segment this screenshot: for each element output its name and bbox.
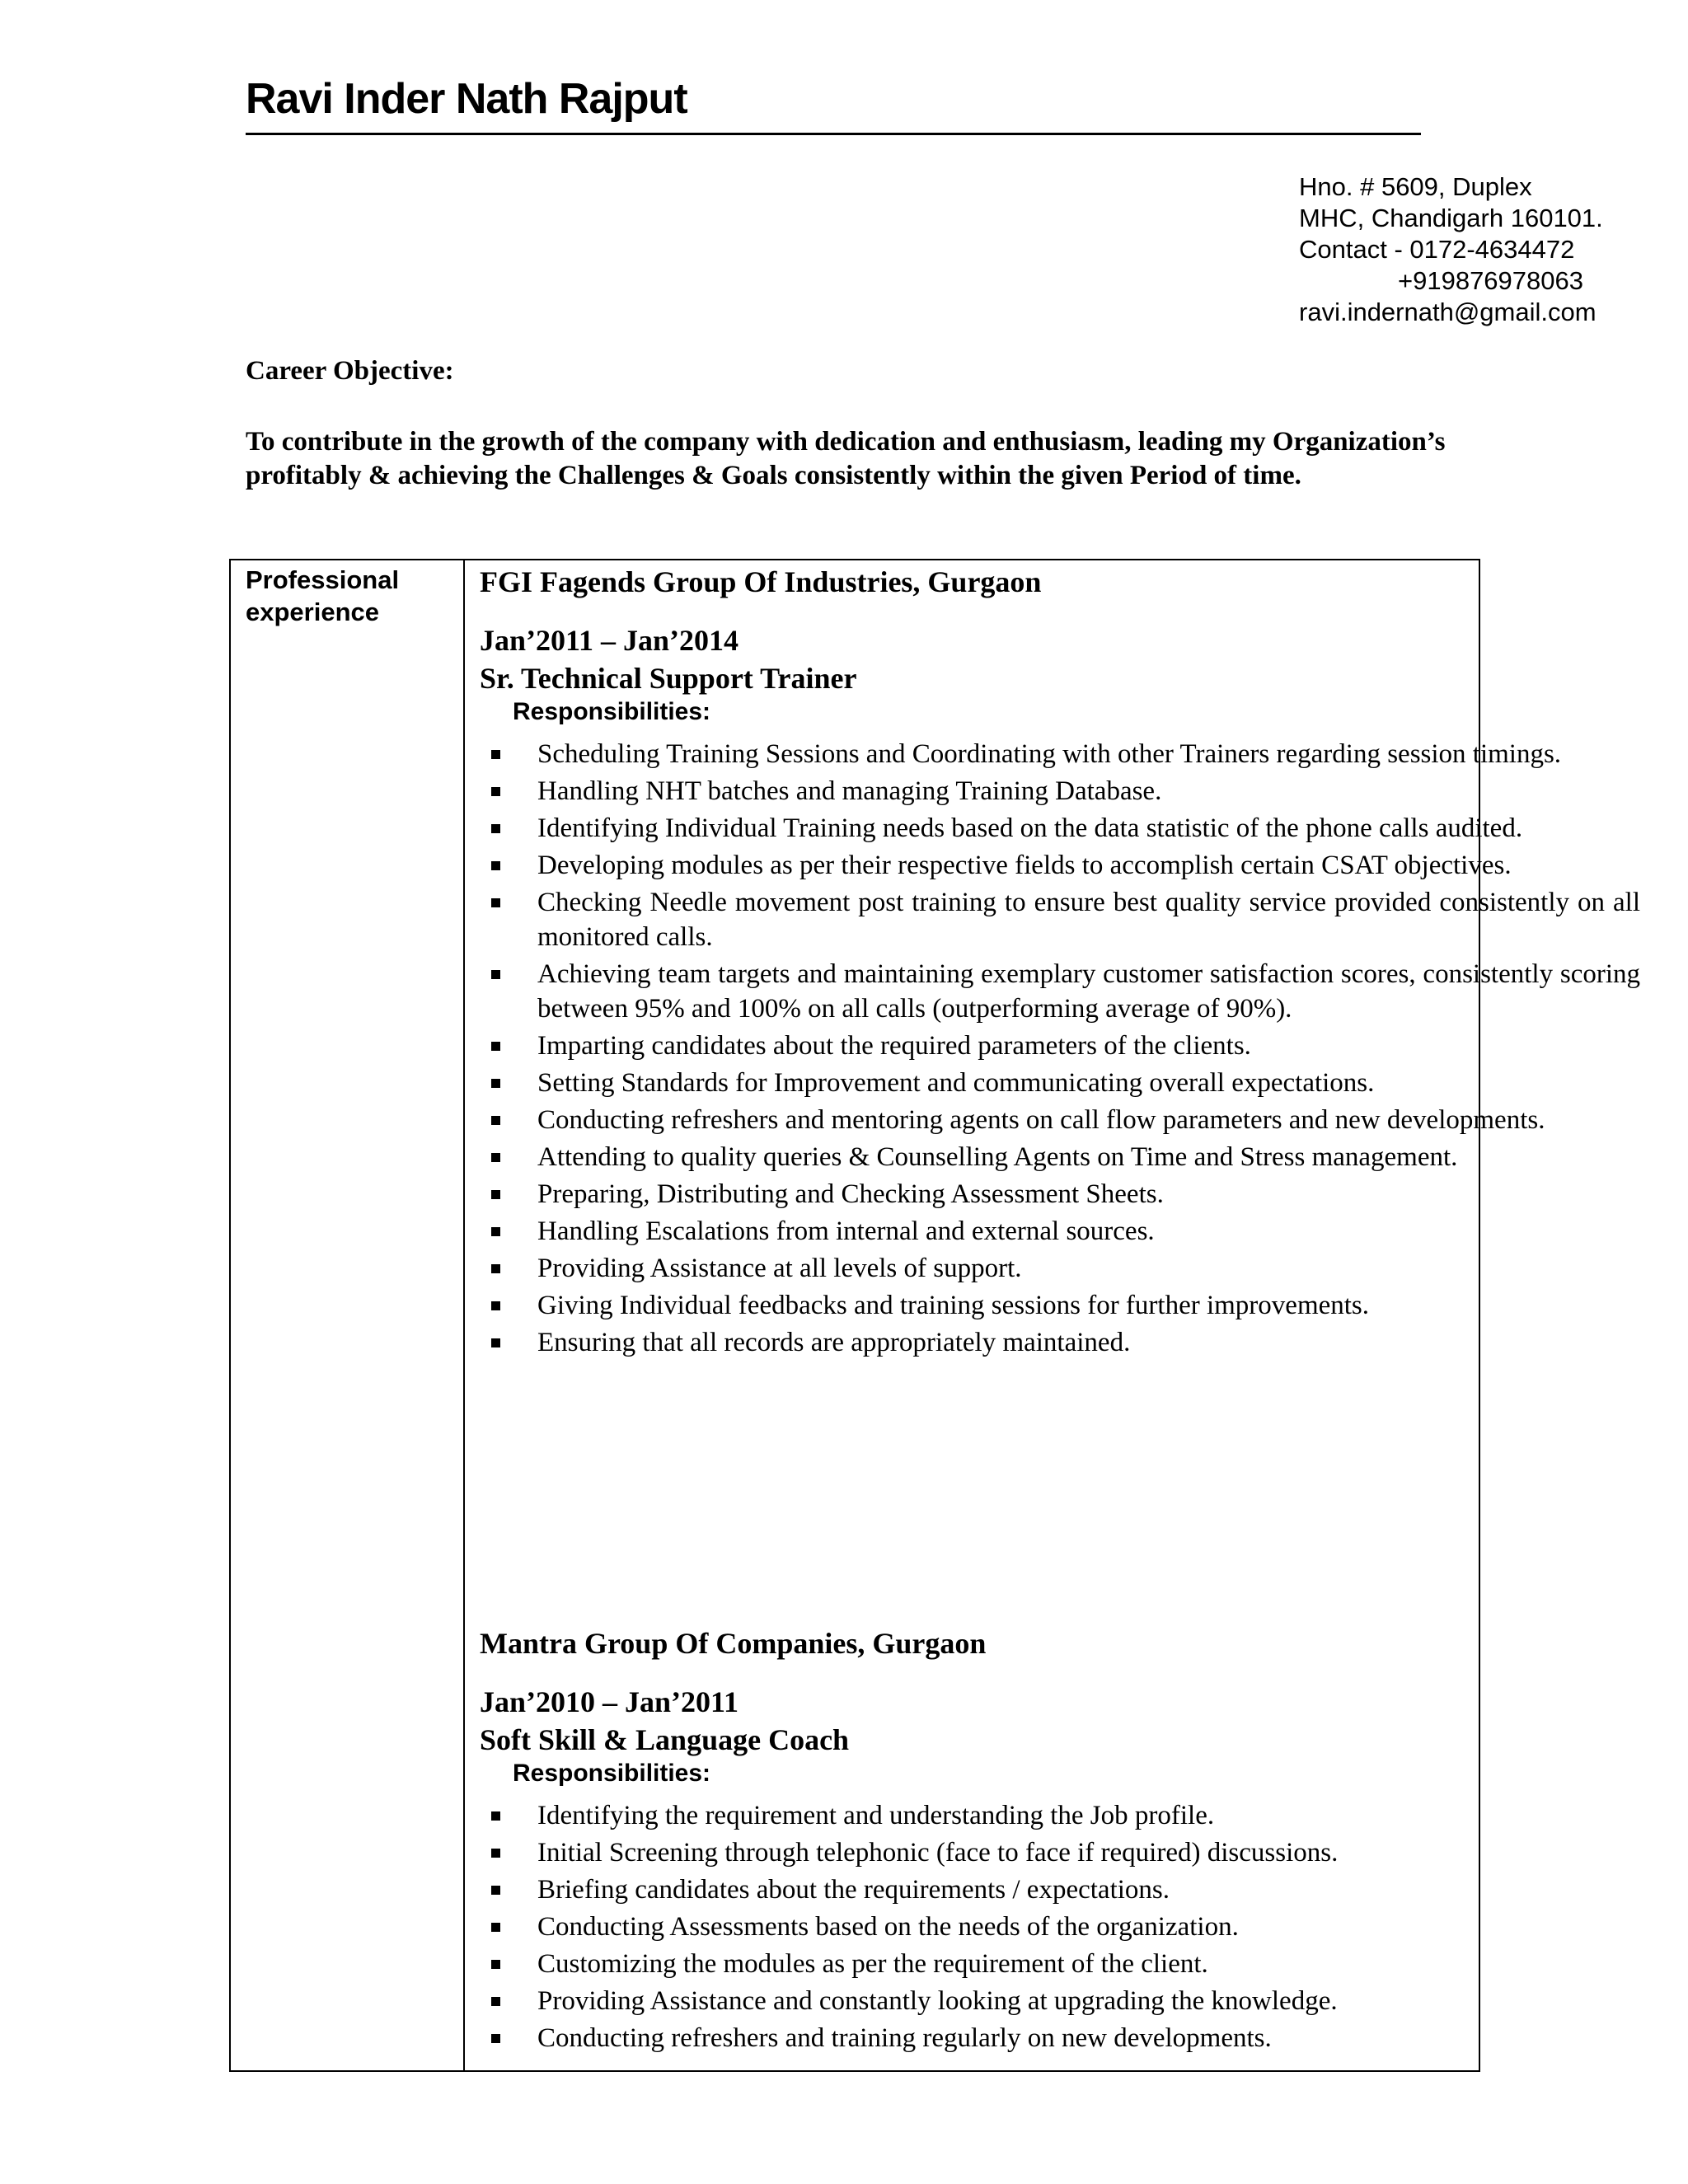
responsibilities-label: Responsibilities: [513,698,711,725]
job-role: Soft Skill & Language Coach [480,1723,850,1756]
square-bullet-icon [491,1042,500,1051]
square-bullet-icon [491,1886,500,1895]
square-bullet-icon [491,1849,500,1858]
list-item: Ensuring that all records are appropriately maintained. [480,1325,1640,1360]
list-item: Providing Assistance at all levels of support. [480,1251,1640,1286]
square-bullet-icon [491,1960,500,1969]
square-bullet-icon [491,1997,500,2006]
list-item: Providing Assistance and constantly looking at upgrading the knowledge. [480,1984,1640,2018]
responsibilities-label: Responsibilities: [513,1760,711,1787]
square-bullet-icon [491,898,500,907]
list-item: Conducting refreshers and mentoring agents on call flow parameters and new developments. [480,1103,1640,1137]
list-item: Handling NHT batches and managing Training Database. [480,774,1640,808]
job-company: Mantra Group Of Companies, Gurgaon [480,1627,987,1660]
list-item: Conducting refreshers and training regularly on new developments. [480,2021,1640,2055]
list-item: Setting Standards for Improvement and communicating overall expectations. [480,1066,1640,1100]
job-entry-fgi [480,560,1688,1362]
list-item: Identifying the requirement and understanding the Job profile. [480,1798,1640,1833]
square-bullet-icon [491,861,500,870]
list-item: Briefing candidates about the requirements / expectations. [480,1872,1640,1907]
list-item: Attending to quality queries & Counselling Agents on Time and Stress management. [480,1140,1640,1174]
contact-phone-line: Contact - 0172-4634472 [1299,235,1575,264]
candidate-name: Ravi Inder Nath Rajput [246,75,687,123]
career-objective-heading: Career Objective: [246,356,454,386]
name-underline [246,133,1421,135]
job-period: Jan’2011 – Jan’2014 [480,624,739,657]
square-bullet-icon [491,1301,500,1310]
job-entry-mantra [480,1622,1688,2058]
list-item: Giving Individual feedbacks and training sessions for further improvements. [480,1288,1640,1323]
list-item: Initial Screening through telephonic (face to face if required) discussions. [480,1835,1640,1870]
job-role: Sr. Technical Support Trainer [480,662,857,695]
job-company: FGI Fagends Group Of Industries, Gurgaon [480,565,1042,598]
list-item: Handling Escalations from internal and external sources. [480,1214,1640,1249]
responsibilities-list [480,737,1688,1360]
list-item: Preparing, Distributing and Checking Assessment Sheets. [480,1177,1640,1212]
square-bullet-icon [491,970,500,979]
square-bullet-icon [491,1079,500,1088]
square-bullet-icon [491,1227,500,1236]
square-bullet-icon [491,1116,500,1125]
list-item: Developing modules as per their respective fields to accomplish certain CSAT objectives. [480,848,1640,883]
square-bullet-icon [491,750,500,759]
job-period: Jan’2010 – Jan’2011 [480,1685,739,1718]
list-item: Imparting candidates about the required parameters of the clients. [480,1029,1640,1063]
list-item: Checking Needle movement post training to ensure best quality service provided consistently on all monitored calls. [480,885,1640,954]
square-bullet-icon [491,1190,500,1199]
contact-mobile-line: +919876978063 [1398,266,1583,295]
square-bullet-icon [491,1923,500,1932]
list-item: Scheduling Training Sessions and Coordinating with other Trainers regarding session timings. [480,737,1640,771]
square-bullet-icon [491,2034,500,2043]
professional-experience-table [229,559,1640,2072]
career-objective-text: To contribute in the growth of the company with dedication and enthusiasm, leading my Organization’s profitably & achieving the Challenges & Goals consistently within the given Period of time. [246,427,1446,490]
contact-email: ravi.indernath@gmail.com [1299,298,1597,326]
address-line-1: Hno. # 5609, Duplex [1299,172,1532,201]
square-bullet-icon [491,1264,500,1273]
square-bullet-icon [491,787,500,796]
contact-address-block [1299,171,1603,328]
list-item: Customizing the modules as per the requirement of the client. [480,1947,1640,1981]
square-bullet-icon [491,1153,500,1162]
square-bullet-icon [491,1338,500,1347]
experience-label: Professional experience [246,565,400,626]
square-bullet-icon [491,824,500,833]
experience-label-column [231,560,465,2070]
list-item: Conducting Assessments based on the needs of the organization. [480,1910,1640,1944]
address-line-2: MHC, Chandigarh 160101. [1299,204,1603,232]
square-bullet-icon [491,1811,500,1821]
list-item: Achieving team targets and maintaining exemplary customer satisfaction scores, consistently scoring between 95% and 100% on all calls (outperforming average of 90%). [480,957,1640,1026]
list-item: Identifying Individual Training needs based on the data statistic of the phone calls audited. [480,811,1640,846]
responsibilities-list [480,1798,1688,2055]
